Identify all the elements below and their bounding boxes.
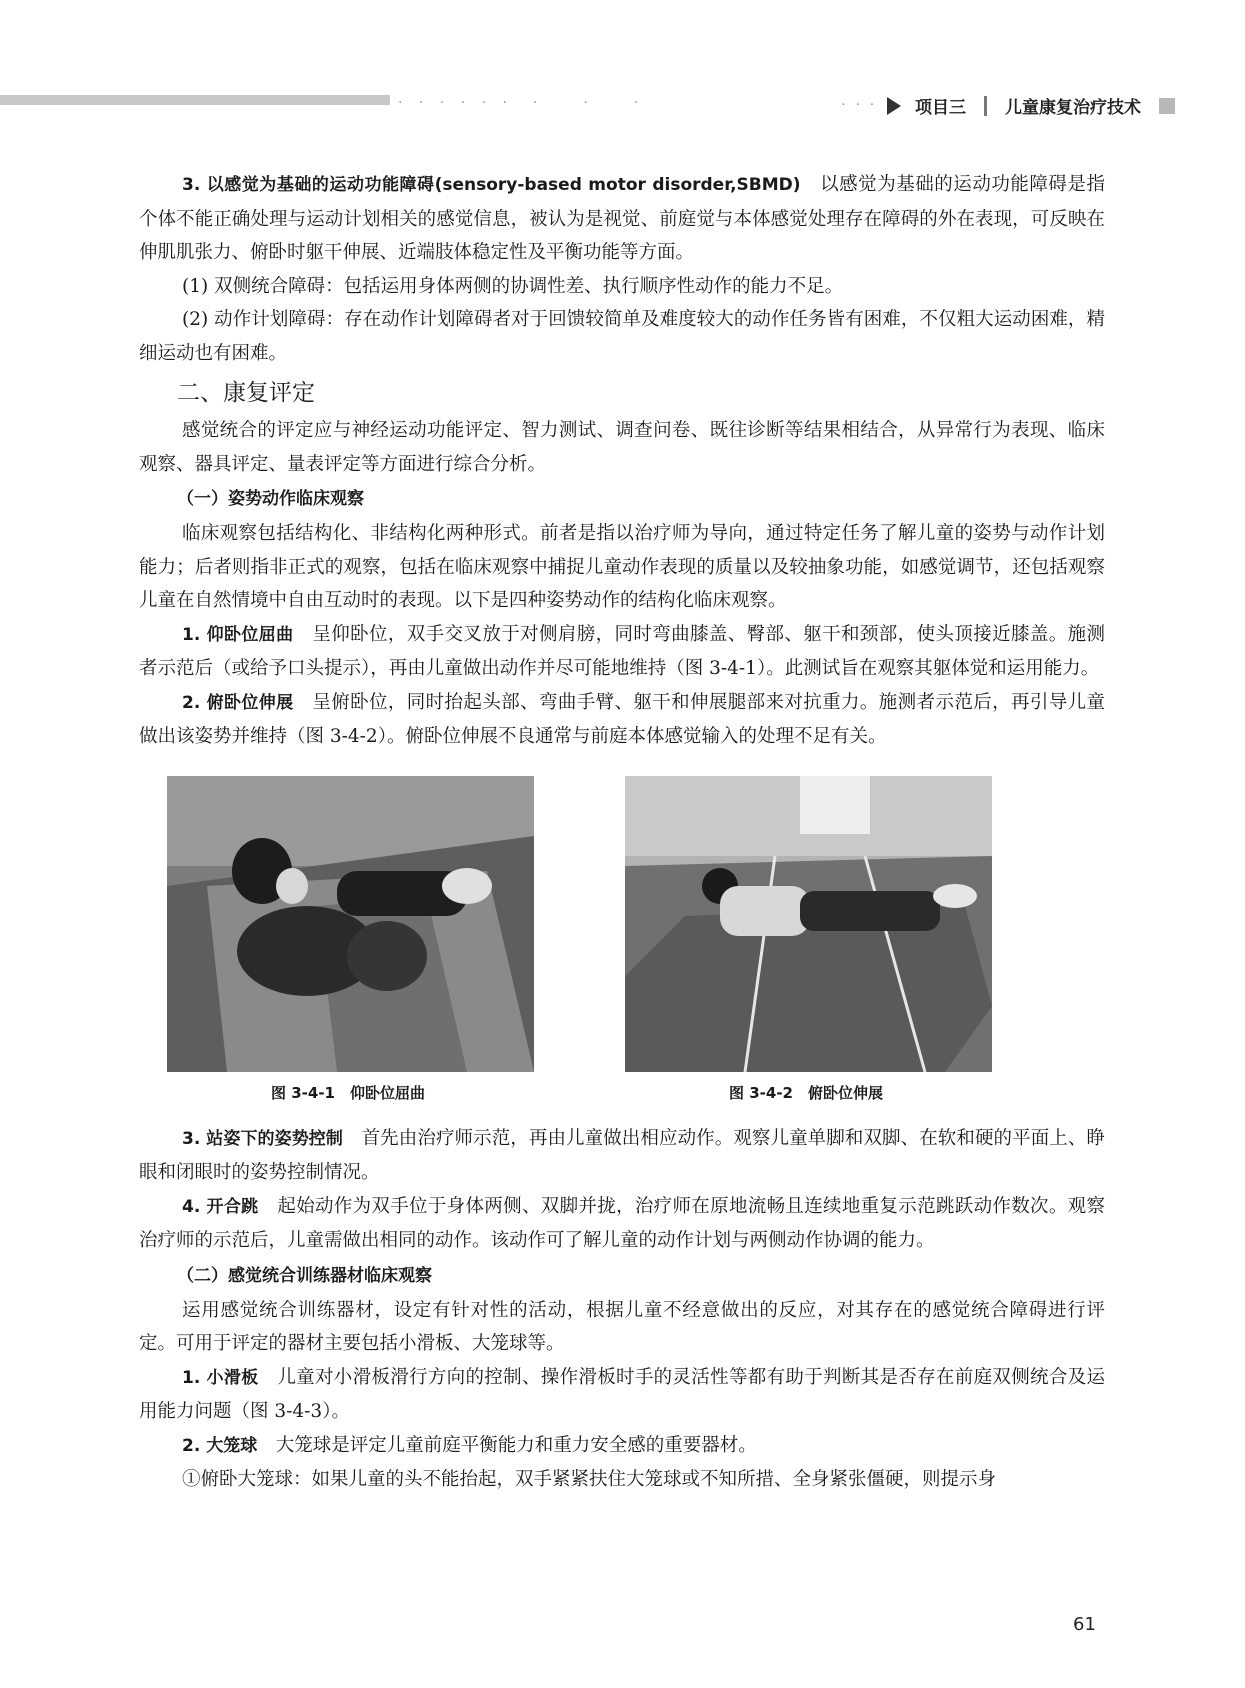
para-sbmd-text: 以感觉为基础的运动功能障碍是指个体不能正确处理与运动计划相关的感觉信息，被认为是视觉、前庭觉与本体感觉处理存在障碍的外在表现，可反映在伸肌肌张力、俯卧时躯干伸展、近端肢体稳定性及平衡功能等方面。 — [139, 174, 1105, 263]
subsection-heading-equipment: （二）感觉统合训练器材临床观察 — [177, 1265, 432, 1286]
para-supine-flexion — [139, 618, 1105, 686]
para-prone-extension — [139, 686, 1105, 754]
page-body — [139, 168, 1105, 1497]
para-equipment-intro: 运用感觉统合训练器材，设定有针对性的活动，根据儿童不经意做出的反应，对其存在的感觉统合障碍进行评定。可用于评定的器材主要包括小滑板、大笼球等。 — [139, 1299, 1105, 1354]
jumping-jack-text: 起始动作为双手位于身体两侧、双脚并拢，治疗师在原地流畅且连续地重复示范跳跃动作数次。观察治疗师的示范后，儿童需做出相同的动作。该动作可了解儿童的动作计划与两侧动作协调的能力。 — [139, 1195, 1105, 1251]
subsection-heading-posture: （一）姿势动作临床观察 — [177, 489, 364, 509]
caption-fig-3-4-2: 图 3-4-2 俯卧位伸展 — [729, 1083, 883, 1102]
jumping-jack-label: 4. 开合跳 — [182, 1196, 259, 1217]
para-assessment-intro: 感觉统合的评定应与神经运动功能评定、智力测试、调查问卷、既往诊断等结果相结合，从异常行为表现、临床观察、器具评定、量表评定等方面进行综合分析。 — [139, 420, 1105, 475]
header-separator — [984, 96, 987, 116]
header-section: 项目三 — [915, 98, 966, 118]
running-header — [841, 93, 1175, 118]
para-praxis: (2) 动作计划障碍：存在动作计划障碍者对于回馈较简单及难度较大的动作任务皆有困难，不仅粗大运动困难，精细运动也有困难。 — [139, 309, 1105, 364]
figure-row — [139, 776, 1105, 1122]
photo-prone-extension — [625, 776, 992, 1072]
para-prone-ball: ①俯卧大笼球：如果儿童的头不能抬起，双手紧紧扶住大笼球或不知所措、全身紧张僵硬，则提示身 — [182, 1469, 997, 1490]
standing-posture-text: 首先由治疗师示范，再由儿童做出相应动作。观察儿童单脚和双脚、在软和硬的平面上、睁眼和闭眼时的姿势控制情况。 — [139, 1127, 1105, 1183]
para-sbmd-label: 3. 以感觉为基础的运动功能障碍(sensory-based motor disorder,SBMD) — [182, 175, 801, 195]
para-jumping-jack — [139, 1190, 1105, 1258]
para-large-ball — [139, 1429, 1105, 1464]
scooter-board-text: 儿童对小滑板滑行方向的控制、操作滑板时手的灵活性等都有助于判断其是否存在前庭双侧统合及运用能力问题（图 3-4-3）。 — [139, 1366, 1105, 1422]
large-ball-text: 大笼球是评定儿童前庭平衡能力和重力安全感的重要器材。 — [275, 1434, 757, 1456]
para-standing-posture — [139, 1122, 1105, 1190]
supine-flexion-text: 呈仰卧位，双手交叉放于对侧肩膀，同时弯曲膝盖、臀部、躯干和颈部，使头顶接近膝盖。施测者示范后（或给予口头提示），再由儿童做出动作并尽可能地维持（图 3-4-1）。此测试旨在观察其躯体觉和运用能力。 — [139, 623, 1105, 679]
para-bilateral: (1) 双侧统合障碍：包括运用身体两侧的协调性差、执行顺序性动作的能力不足。 — [182, 275, 844, 297]
para-sbmd — [139, 168, 1105, 270]
para-scooter-board — [139, 1361, 1105, 1429]
caption-fig-3-4-1: 图 3-4-1 仰卧位屈曲 — [271, 1083, 425, 1102]
header-decor-dots: · · · · · · · · · — [398, 95, 645, 111]
prone-extension-text: 呈俯卧位，同时抬起头部、弯曲手臂、躯干和伸展腿部来对抗重力。施测者示范后，再引导儿童做出该姿势并维持（图 3-4-2）。俯卧位伸展不良通常与前庭本体感觉输入的处理不足有关。 — [139, 691, 1105, 747]
header-title: 儿童康复治疗技术 — [1005, 98, 1141, 118]
page-number: 61 — [1073, 1614, 1096, 1635]
para-posture-intro: 临床观察包括结构化、非结构化两种形式。前者是指以治疗师为导向，通过特定任务了解儿童的姿势与动作计划能力；后者则指非正式的观察，包括在临床观察中捕捉儿童动作表现的质量以及较抽象功能，如感觉调节，还包括观察儿童在自然情境中自由互动时的表现。以下是四种姿势动作的结构化临床观察。 — [139, 523, 1105, 611]
section-heading-assessment: 二、康复评定 — [177, 380, 315, 406]
supine-flexion-label: 1. 仰卧位屈曲 — [182, 624, 294, 645]
header-square-icon — [1159, 98, 1175, 114]
header-decor-bar — [0, 95, 390, 105]
large-ball-label: 2. 大笼球 — [182, 1435, 258, 1456]
prone-extension-label: 2. 俯卧位伸展 — [182, 692, 294, 713]
photo-supine-flexion — [167, 776, 534, 1072]
standing-posture-label: 3. 站姿下的姿势控制 — [182, 1128, 343, 1149]
header-dots: · · · — [841, 98, 877, 113]
arrow-right-icon — [887, 97, 901, 115]
scooter-board-label: 1. 小滑板 — [182, 1367, 259, 1388]
